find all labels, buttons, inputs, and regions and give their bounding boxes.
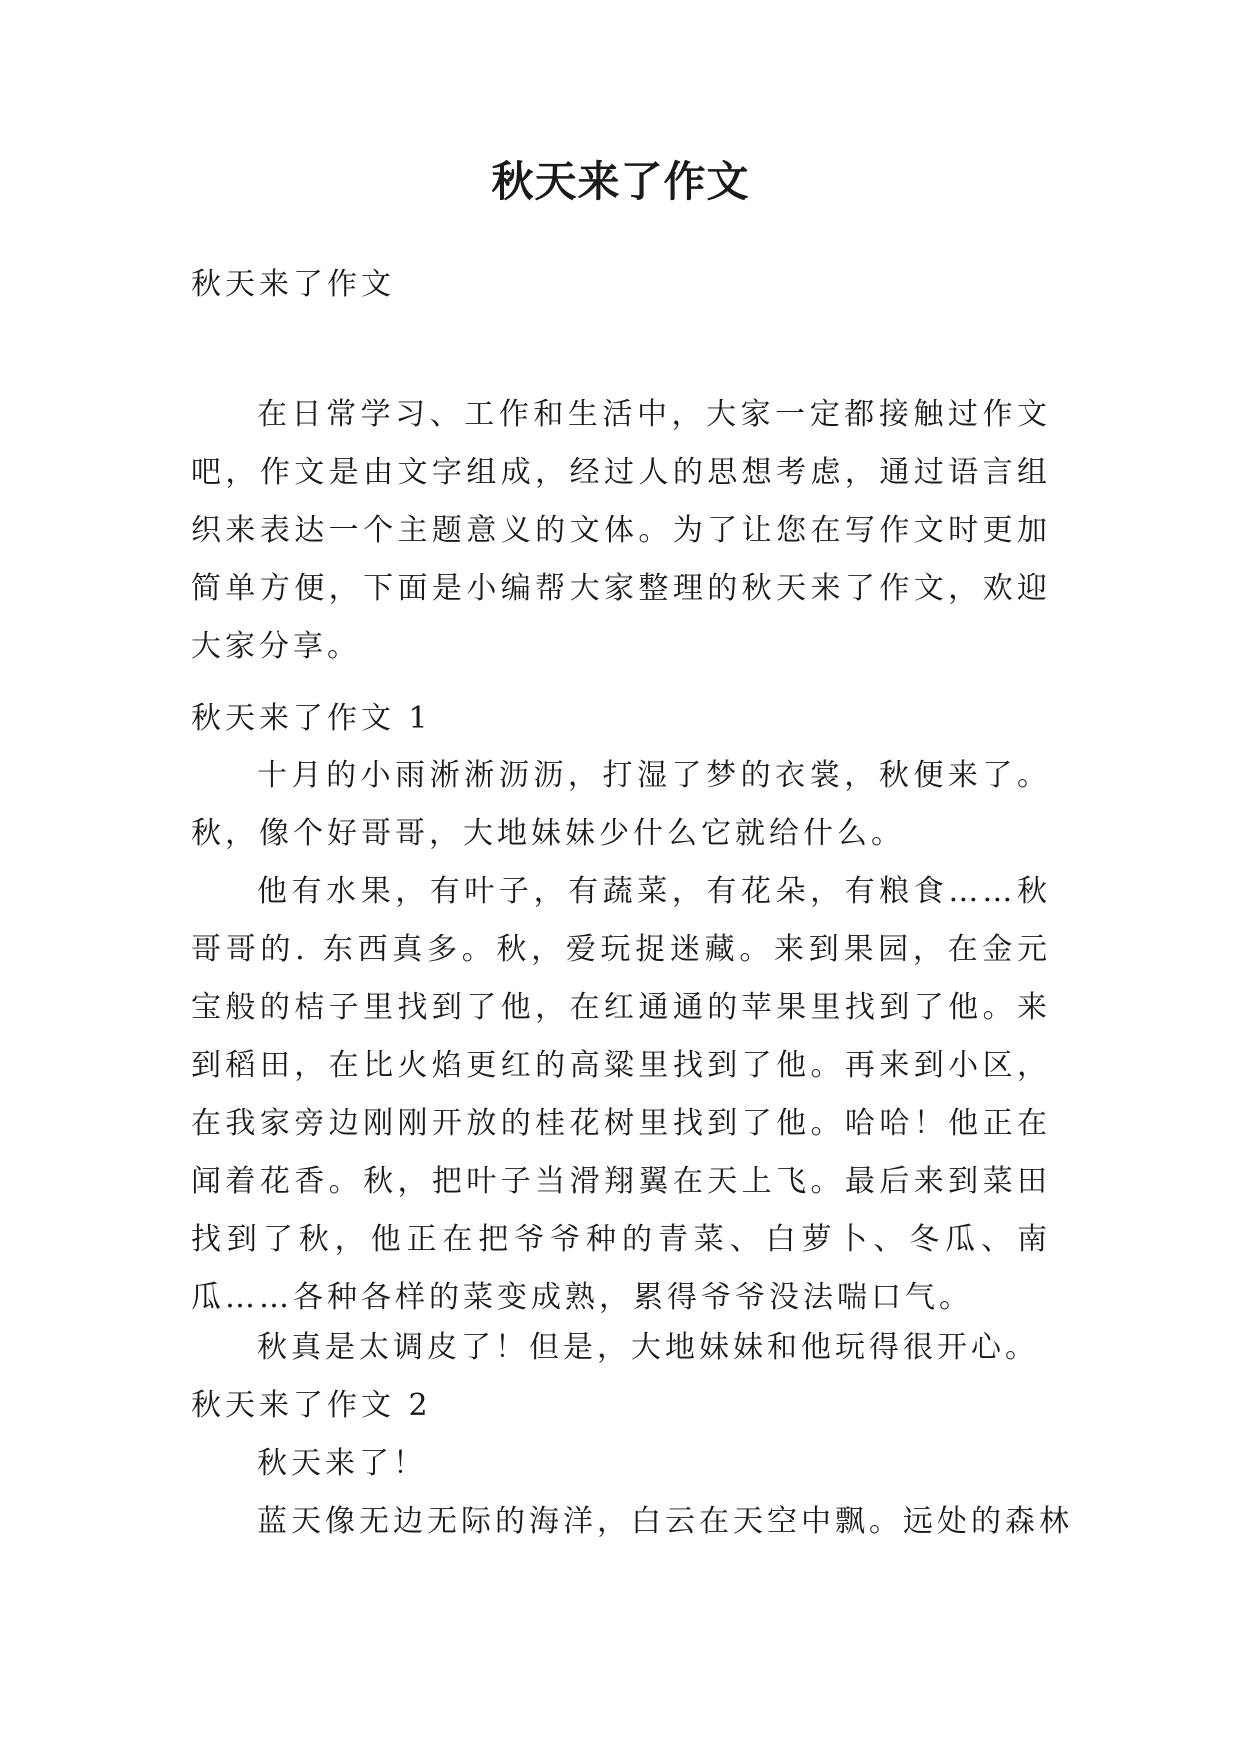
essay-1-paragraph-3: 秋真是太调皮了！但是，大地妹妹和他玩得很开心。 — [257, 1330, 1039, 1365]
essay-1-paragraph-2: 他有水果，有叶子，有蔬菜，有花朵，有粮食……秋哥哥的. 东西真多。秋，爱玩捉迷藏。来到果园，在金元宝般的桔子里找到了他，在红通通的苹果里找到了他。来到稻田，在比火焰更红的高粱里找到了他。再来到小区，在我家旁边刚刚开放的桂花树里找到了他。哈哈！他正在闻着花香。秋，把叶子当滑翔翼在天上飞。最后来到菜田找到了秋，他正在把爷爷种的青菜、白萝卜、冬瓜、南瓜……各种各样的菜变成熟，累得爷爷没法喘口气。 — [191, 874, 1051, 1315]
document-title: 秋天来了作文 — [491, 157, 750, 206]
document-subtitle: 秋天来了作文 — [191, 267, 395, 302]
essay-1-heading: 秋天来了作文 1 — [191, 701, 432, 736]
intro-paragraph: 在日常学习、工作和生活中，大家一定都接触过作文吧，作文是由文字组成，经过人的思想考虑，通过语言组织来表达一个主题意义的文体。为了让您在写作文时更加简单方便，下面是小编帮大家整理的秋天来了作文，欢迎大家分享。 — [191, 397, 1051, 664]
essay-2-paragraph-2: 蓝天像无边无际的海洋，白云在天空中飘。远处的森林 — [257, 1504, 1073, 1539]
essay-2-heading: 秋天来了作文 2 — [191, 1388, 432, 1423]
essay-2-paragraph-1: 秋天来了！ — [257, 1446, 427, 1481]
essay-1-paragraph-1: 十月的小雨淅淅沥沥，打湿了梦的衣裳，秋便来了。秋，像个好哥哥，大地妹妹少什么它就给什么。 — [191, 758, 1051, 851]
